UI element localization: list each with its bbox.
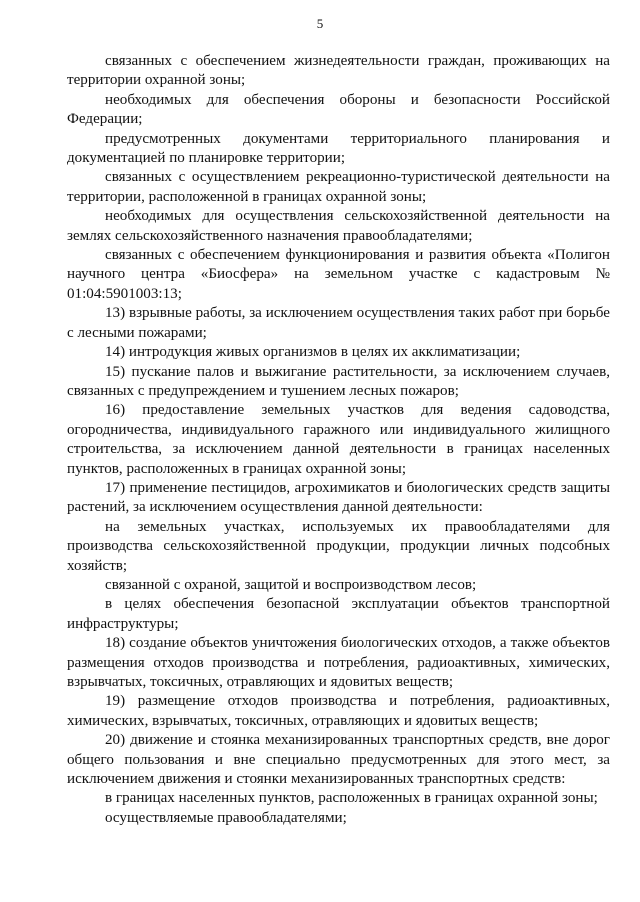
paragraph: предусмотренных документами территориального планирования и документацией по планировке территории; [67,130,610,167]
paragraph: 14) интродукция живых организмов в целях их акклиматизации; [105,344,521,361]
paragraph: необходимых для осуществления сельскохозяйственной деятельности на землях сельскохозяйственного назначения правообладателями; [67,208,610,244]
paragraph: осуществляемые правообладателями; [105,809,347,826]
document-body [67,52,610,828]
paragraph: в границах населенных пунктов, расположенных в границах охранной зоны; [105,790,598,807]
paragraph: связанной с охраной, защитой и воспроизводством лесов; [105,576,477,593]
paragraph: в целях обеспечения безопасной эксплуатации объектов транспортной инфраструктуры; [67,596,610,632]
paragraph: связанных с обеспечением жизнедеятельности граждан, проживающих на территории охранной зоны; [67,53,610,89]
paragraph: 15) пускание палов и выжигание растительности, за исключением случаев, связанных с предупреждением и тушением лесных пожаров; [67,363,610,399]
paragraph: 19) размещение отходов производства и потребления, радиоактивных, химических, взрывчатых, токсичных, отравляющих и ядовитых веществ; [67,693,610,729]
paragraph: связанных с обеспечением функционирования и развития объекта «Полигон научного центра «Биосфера» на земельном участке с кадастровым № 01:04:5901003:13; [67,247,610,302]
paragraph: связанных с осуществлением рекреационно-туристической деятельности на территории, расположенной в границах охранной зоны; [67,169,610,205]
paragraph: 18) создание объектов уничтожения биологических отходов, а также объектов размещения отходов производства и потребления, радиоактивных, химических, взрывчатых, токсичных, отравляющих и ядовитых веществ; [67,635,610,690]
page-number: 5 [316,16,324,31]
paragraph: 20) движение и стоянка механизированных транспортных средств, вне дорог общего пользования и вне специально предусмотренных для этого мест, за исключением движения и стоянки механизированных транспортных средств: [67,732,610,788]
paragraph: 16) предоставление земельных участков для ведения садоводства, огородничества, индивидуального гаражного или индивидуального жилищного строительства, за исключением данной деятельности в границах населенных пунктов, расположенных в границах охранной зоны; [67,402,610,477]
paragraph: 17) применение пестицидов, агрохимикатов и биологических средств защиты растений, за исключением осуществления данной деятельности: [67,479,610,516]
paragraph: 13) взрывные работы, за исключением осуществления таких работ при борьбе с лесными пожарами; [67,305,610,341]
paragraph: необходимых для обеспечения обороны и безопасности Российской Федерации; [67,91,610,128]
paragraph: на земельных участках, используемых их правообладателями для производства сельскохозяйственной продукции, продукции личных подсобных хозяйств; [67,518,610,574]
